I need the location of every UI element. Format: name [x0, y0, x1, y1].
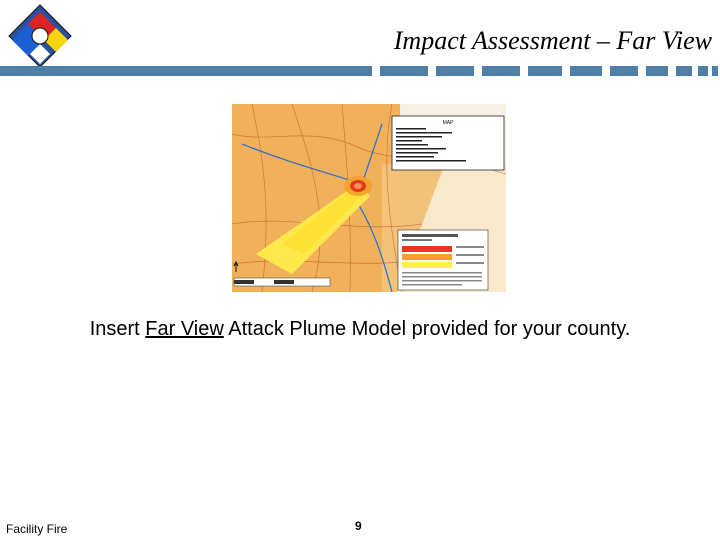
caption-text-far-view: Far View	[145, 318, 224, 340]
footer-label: Facility Fire	[6, 522, 68, 536]
map-legend-title: MAP	[442, 120, 454, 126]
slide-caption	[0, 318, 720, 341]
caption-text-before: Insert	[89, 318, 146, 340]
slide-title: Impact Assessment – Far View	[393, 26, 712, 55]
title-divider-bar	[0, 64, 720, 78]
plume-model-map	[232, 104, 506, 292]
hazmat-diamond-logo-icon	[8, 4, 72, 68]
page-number: 9	[355, 519, 362, 533]
caption-text-after: Attack Plume Model provided for your county.	[223, 318, 631, 340]
